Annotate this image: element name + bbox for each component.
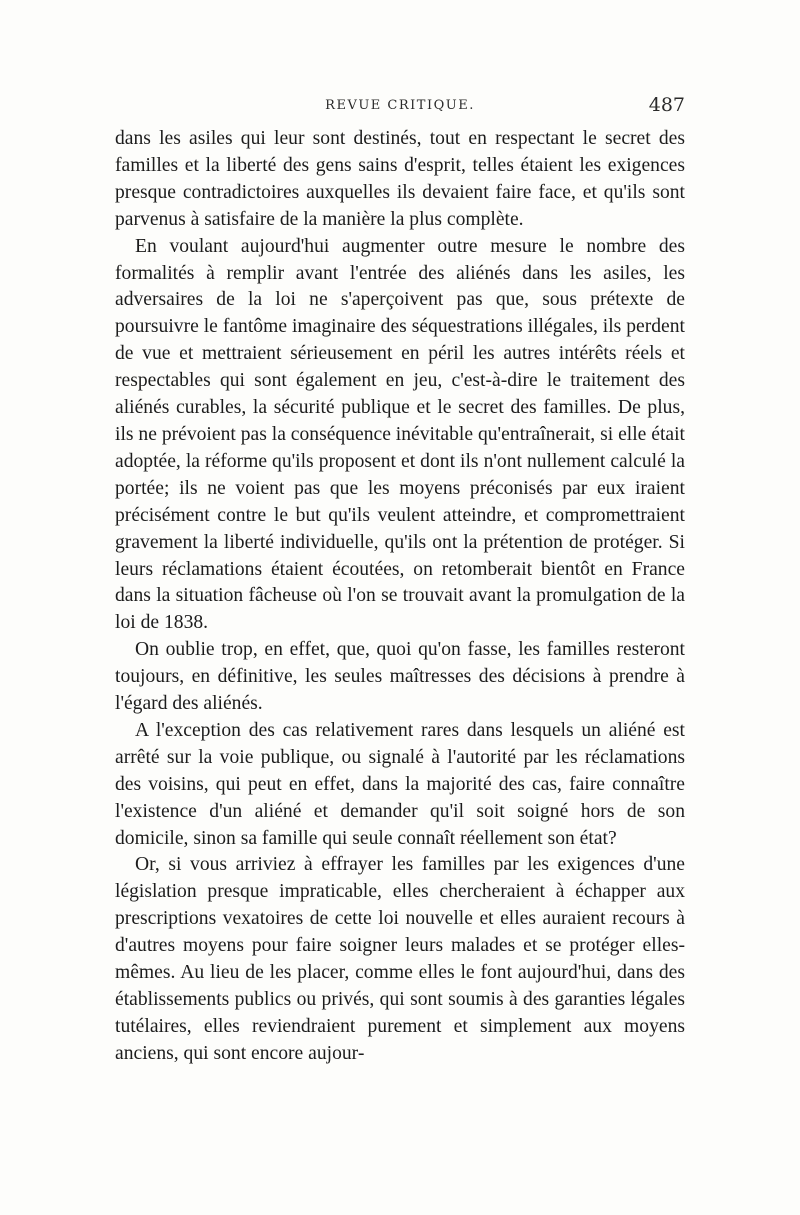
running-head: [115, 96, 685, 120]
paragraph: On oublie trop, en effet, que, quoi qu'on fasse, les familles resteront toujours, en définitive, les seules maîtresses des décisions à prendre à l'égard des aliénés.: [115, 639, 685, 715]
paragraph: Or, si vous arriviez à effrayer les familles par les exigences d'une législation presque impraticable, elles chercheraient à échapper aux prescriptions vexatoires de cette loi nouvelle et elles auraient recours à d'autres moyens pour faire soigner leurs malades et se protéger elles-mêmes. Au lieu de les placer, comme elles le font aujourd'hui, dans des établissements publics ou privés, qui sont soumis à des garanties légales tutélaires, elles reviendraient purement et simplement aux moyens anciens, qui sont encore aujour-: [115, 854, 685, 1064]
running-title: REVUE CRITIQUE.: [325, 98, 475, 113]
paragraph: En voulant aujourd'hui augmenter outre mesure le nombre des formalités à remplir avant l'entrée des aliénés dans les asiles, les adversaires de la loi ne s'aperçoivent pas que, sous prétexte de poursuivre le fantôme imaginaire des séquestrations illégales, ils perdent de vue et mettraient sérieusement en péril les autres intérêts réels et respectables qui sont également en jeu, c'est-à-dire le traitement des aliénés curables, la sécurité publique et le secret des familles. De plus, ils ne prévoient pas la conséquence inévitable qu'entraînerait, si elle était adoptée, la réforme qu'ils proposent et dont ils n'ont nullement calculé la portée; ils ne voient pas que les moyens préconisés par eux iraient précisément contre le but qu'ils veulent atteindre, et compromettraient gravement la liberté individuelle, qu'ils ont la prétention de protéger. Si leurs réclamations étaient écoutées, on retomberait bientôt en France dans la situation fâcheuse où l'on se trouvait avant la promulgation de la loi de 1838.: [115, 235, 685, 634]
paragraph-continued: dans les asiles qui leur sont destinés, tout en respectant le secret des familles et la liberté des gens sains d'esprit, telles étaient les exigences presque contradictoires auxquelles ils devaient faire face, et qu'ils sont parvenus à satisfaire de la manière la plus complète.: [115, 128, 685, 230]
body-text: [115, 126, 685, 1068]
paragraph: A l'exception des cas relativement rares dans lesquels un aliéné est arrêté sur la voie publique, ou signalé à l'autorité par les réclamations des voisins, qui peut en effet, dans la majorité des cas, faire connaître l'existence d'un aliéné et demander qu'il soit soigné hors de son domicile, sinon sa famille qui seule connaît réellement son état?: [115, 719, 685, 849]
page-number: 487: [648, 94, 685, 116]
